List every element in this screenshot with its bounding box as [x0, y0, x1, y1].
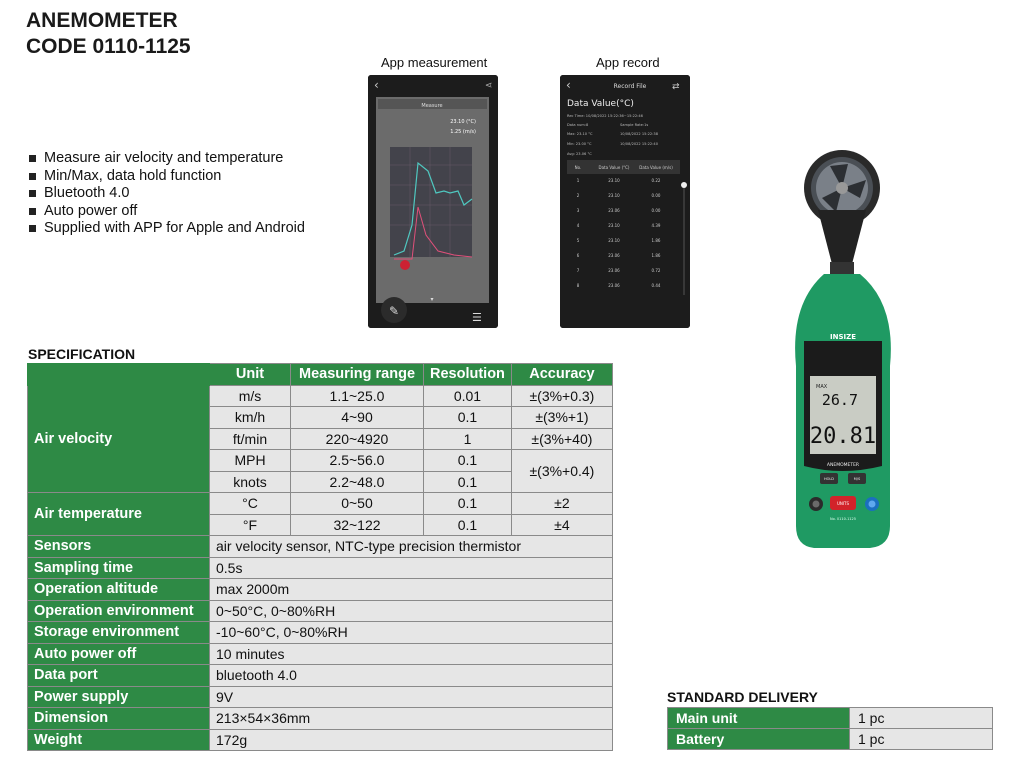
svg-text:☰: ☰	[472, 311, 482, 324]
record-min-time: 10/08/2022 15:22:40	[620, 142, 658, 146]
record-cell: 5	[576, 238, 580, 243]
range-cell: 2.2~48.0	[291, 471, 424, 493]
app-measurement-caption: App measurement	[381, 55, 488, 70]
device-brand: INSIZE	[830, 333, 856, 341]
app-measurement-screen	[368, 75, 498, 328]
measure-velocity: 1.25 (m/s)	[450, 129, 476, 135]
record-cell: 7	[576, 268, 580, 273]
record-cell: 23.06	[608, 253, 620, 258]
resolution-cell: 0.1	[424, 471, 512, 493]
anemometer-device	[790, 136, 900, 556]
device-units-label: UNITS	[836, 501, 850, 506]
range-cell: 2.5~56.0	[291, 450, 424, 472]
feature-list	[28, 150, 305, 238]
record-cell: 4	[576, 223, 580, 228]
spec-header-row	[28, 364, 613, 386]
record-cell: 23.06	[608, 283, 620, 288]
device-ms-label: M/S	[853, 477, 861, 481]
app-measurement-image	[368, 75, 498, 328]
app-record-caption: App record	[596, 55, 660, 70]
range-cell: 32~122	[291, 514, 424, 536]
record-cell: 0.00	[651, 208, 661, 213]
record-cell: 0.22	[651, 178, 661, 183]
record-cell: 23.06	[608, 268, 620, 273]
record-cell: 0.00	[651, 193, 661, 198]
resolution-cell: 0.01	[424, 385, 512, 407]
spec-item-label: Data port	[28, 665, 210, 687]
record-cell: 23.10	[608, 223, 620, 228]
accuracy-cell: ±(3%+1)	[511, 407, 612, 429]
unit-cell: knots	[210, 471, 291, 493]
measure-screen-title: Measure	[421, 103, 443, 109]
record-data-num: Data num:8	[567, 123, 589, 127]
spec-row	[28, 385, 613, 407]
spec-item-row	[28, 579, 613, 601]
spec-item-value: 213×54×36mm	[210, 708, 613, 730]
spec-row	[28, 493, 613, 515]
record-min: Min: 23.00 °C	[567, 142, 592, 146]
anemometer-image	[790, 136, 900, 556]
svg-text:‹: ‹	[566, 78, 571, 92]
spec-item-row	[28, 557, 613, 579]
lcd-main-value: 20.81	[809, 424, 877, 449]
record-cell: 23.10	[608, 238, 620, 243]
spec-col-unit: Unit	[210, 364, 291, 386]
spec-item-row	[28, 600, 613, 622]
measure-temp: 23.10 (°C)	[450, 119, 476, 125]
svg-text:▾: ▾	[430, 296, 434, 303]
feature-item: Min/Max, data hold function	[28, 168, 305, 186]
spec-item-row	[28, 708, 613, 730]
spec-item-value: 9V	[210, 686, 613, 708]
record-max-time: 10/08/2022 15:22:38	[620, 132, 658, 136]
accuracy-cell: ±4	[511, 514, 612, 536]
spec-item-label: Dimension	[28, 708, 210, 730]
record-cell: 23.10	[608, 193, 620, 198]
spec-item-label: Auto power off	[28, 643, 210, 665]
air-velocity-label: Air velocity	[28, 385, 210, 493]
svg-text:⇄: ⇄	[672, 82, 680, 92]
accuracy-cell: ±2	[511, 493, 612, 515]
unit-cell: °C	[210, 493, 291, 515]
delivery-item-qty: 1 pc	[850, 729, 993, 750]
svg-text:⋖: ⋖	[485, 81, 493, 91]
spec-item-label: Storage environment	[28, 622, 210, 644]
spec-col-accuracy: Accuracy	[511, 364, 612, 386]
spec-item-row	[28, 643, 613, 665]
feature-item: Auto power off	[28, 203, 305, 221]
resolution-cell: 0.1	[424, 450, 512, 472]
record-col-vel: Data Value (m/s)	[639, 165, 673, 170]
unit-cell: m/s	[210, 385, 291, 407]
record-cell: 6	[576, 253, 580, 258]
record-col-temp: Data Value (°C)	[598, 165, 630, 170]
spec-item-label: Sampling time	[28, 557, 210, 579]
range-cell: 4~90	[291, 407, 424, 429]
spec-item-label: Weight	[28, 729, 210, 751]
app-record-image	[560, 75, 690, 328]
record-cell: 23.10	[608, 178, 620, 183]
accuracy-cell: ±(3%+0.4)	[511, 450, 612, 493]
air-temperature-label: Air temperature	[28, 493, 210, 536]
delivery-item-qty: 1 pc	[850, 708, 993, 729]
resolution-cell: 0.1	[424, 407, 512, 429]
device-label: ANEMOMETER	[826, 463, 860, 468]
resolution-cell: 1	[424, 428, 512, 450]
spec-item-value: 0.5s	[210, 557, 613, 579]
spec-col-range: Measuring range	[291, 364, 424, 386]
lcd-top-value: 26.7	[821, 391, 858, 409]
unit-cell: km/h	[210, 407, 291, 429]
record-cell: 0.72	[651, 268, 661, 273]
record-cell: 1.86	[651, 253, 661, 258]
spec-item-label: Power supply	[28, 686, 210, 708]
delivery-table	[667, 707, 993, 750]
accuracy-cell: ±(3%+0.3)	[511, 385, 612, 407]
record-time: Rec Time: 10/08/2022 15:22:36~15:22:46	[567, 114, 643, 118]
device-model: No. 0110-1125	[829, 517, 857, 521]
svg-text:✎: ✎	[389, 304, 400, 318]
spec-item-value: air velocity sensor, NTC-type precision thermistor	[210, 536, 613, 558]
unit-cell: °F	[210, 514, 291, 536]
spec-item-row	[28, 622, 613, 644]
svg-text:‹: ‹	[374, 78, 379, 92]
record-cell: 2	[576, 193, 580, 198]
range-cell: 0~50	[291, 493, 424, 515]
product-name: ANEMOMETER	[26, 9, 178, 32]
range-cell: 1.1~25.0	[291, 385, 424, 407]
app-record-screen	[560, 75, 690, 328]
range-cell: 220~4920	[291, 428, 424, 450]
spec-item-label: Operation altitude	[28, 579, 210, 601]
unit-cell: MPH	[210, 450, 291, 472]
spec-item-value: max 2000m	[210, 579, 613, 601]
spec-item-value: 0~50°C, 0~80%RH	[210, 600, 613, 622]
spec-item-label: Operation environment	[28, 600, 210, 622]
spec-item-row	[28, 686, 613, 708]
feature-item: Measure air velocity and temperature	[28, 150, 305, 168]
device-hold-label: HOLD	[823, 477, 835, 481]
spec-item-value: 172g	[210, 729, 613, 751]
record-cell: 4.39	[651, 223, 661, 228]
record-avg: Avg: 23.06 °C	[567, 152, 592, 156]
spec-heading: SPECIFICATION	[28, 346, 136, 362]
record-sample-rate: Sample Rate:1s	[620, 123, 649, 127]
page-title	[26, 8, 191, 60]
record-heading: Data Value(°C)	[567, 99, 634, 109]
spec-item-row	[28, 665, 613, 687]
spec-item-row	[28, 536, 613, 558]
resolution-cell: 0.1	[424, 493, 512, 515]
record-cell: 0.44	[651, 283, 661, 288]
spec-item-value: -10~60°C, 0~80%RH	[210, 622, 613, 644]
record-col-no: No.	[574, 165, 582, 170]
record-max: Max: 23.10 °C	[567, 132, 593, 136]
feature-item: Bluetooth 4.0	[28, 185, 305, 203]
delivery-item-label: Battery	[668, 729, 850, 750]
feature-item: Supplied with APP for Apple and Android	[28, 220, 305, 238]
spec-item-value: bluetooth 4.0	[210, 665, 613, 687]
spec-item-value: 10 minutes	[210, 643, 613, 665]
record-cell: 3	[576, 208, 580, 213]
lcd-max: MAX	[816, 384, 828, 390]
delivery-item-label: Main unit	[668, 708, 850, 729]
spec-item-row	[28, 729, 613, 751]
delivery-heading: STANDARD DELIVERY	[667, 689, 818, 705]
record-screen-title: Record File	[613, 83, 647, 90]
spec-header-blank	[28, 364, 210, 386]
unit-cell: ft/min	[210, 428, 291, 450]
spec-item-label: Sensors	[28, 536, 210, 558]
record-cell: 8	[576, 283, 580, 288]
product-code: CODE 0110-1125	[26, 35, 191, 58]
spec-col-resolution: Resolution	[424, 364, 512, 386]
record-cell: 1.86	[651, 238, 661, 243]
spec-table	[27, 363, 613, 751]
delivery-row	[668, 708, 993, 729]
accuracy-cell: ±(3%+40)	[511, 428, 612, 450]
delivery-row	[668, 729, 993, 750]
resolution-cell: 0.1	[424, 514, 512, 536]
record-cell: 1	[576, 178, 580, 183]
record-cell: 23.06	[608, 208, 620, 213]
